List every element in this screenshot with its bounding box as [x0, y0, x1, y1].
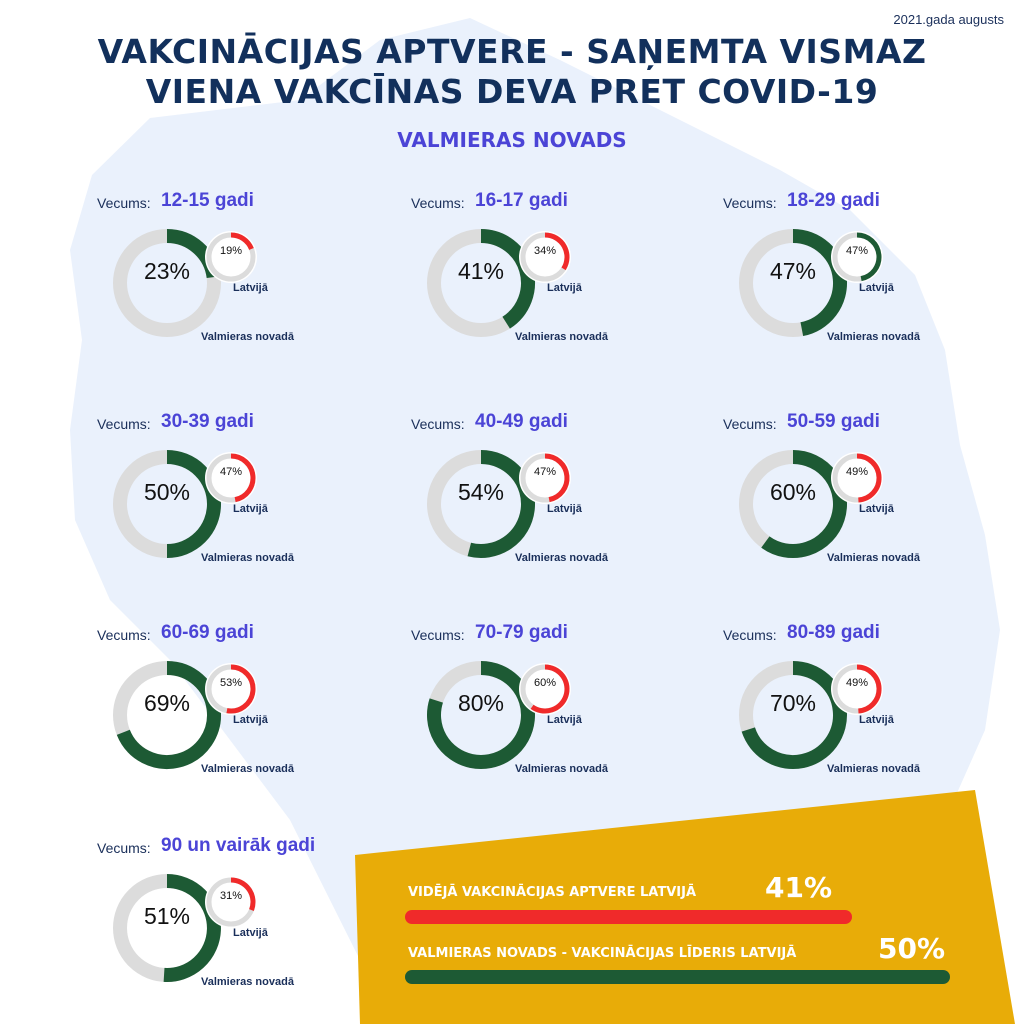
novads-series-label: Valmieras novadā	[515, 331, 608, 343]
latvija-series-label: Latvijā	[547, 503, 582, 515]
age-group-panel	[723, 622, 1024, 797]
latvija-percent-label: 49%	[845, 466, 869, 478]
novads-series-label: Valmieras novadā	[515, 763, 608, 775]
latvija-series-label: Latvijā	[233, 282, 268, 294]
vecums-label: Vecums:	[411, 195, 465, 211]
latvija-percent-label: 53%	[219, 677, 243, 689]
latvija-series-label: Latvijā	[859, 714, 894, 726]
age-group-label: 70-79 gadi	[475, 622, 568, 643]
novads-percent-label: 60%	[769, 479, 817, 505]
novads-percent-label: 47%	[769, 258, 817, 284]
vecums-label: Vecums:	[723, 627, 777, 643]
age-group-panel	[411, 411, 721, 586]
summary-box	[355, 790, 1015, 1024]
vecums-label: Vecums:	[97, 195, 151, 211]
latvija-percent-label: 31%	[219, 890, 243, 902]
novads-percent-label: 70%	[769, 690, 817, 716]
latvija-series-label: Latvijā	[233, 927, 268, 939]
age-group-panel	[97, 835, 407, 1010]
novads-percent-label: 51%	[143, 903, 191, 929]
summary-value-novads: 50%	[878, 932, 946, 965]
age-group-label: 80-89 gadi	[787, 622, 880, 643]
age-group-label: 60-69 gadi	[161, 622, 254, 643]
novads-series-label: Valmieras novadā	[827, 763, 920, 775]
age-group-label: 16-17 gadi	[475, 190, 568, 211]
novads-percent-label: 80%	[457, 690, 505, 716]
novads-series-label: Valmieras novadā	[515, 552, 608, 564]
latvija-series-label: Latvijā	[547, 714, 582, 726]
latvija-percent-label: 49%	[845, 677, 869, 689]
latvija-percent-label: 19%	[219, 245, 243, 257]
novads-series-label: Valmieras novadā	[827, 552, 920, 564]
latvija-percent-label: 47%	[845, 245, 869, 257]
age-group-panel	[723, 190, 1024, 365]
vecums-label: Vecums:	[723, 195, 777, 211]
age-group-label: 12-15 gadi	[161, 190, 254, 211]
vecums-label: Vecums:	[97, 627, 151, 643]
novads-percent-label: 50%	[143, 479, 191, 505]
age-group-panel	[411, 622, 721, 797]
summary-bar-latvija	[405, 910, 852, 924]
novads-percent-label: 69%	[143, 690, 191, 716]
summary-value-latvija: 41%	[765, 871, 833, 904]
vecums-label: Vecums:	[723, 416, 777, 432]
date-label: 2021.gada augusts	[893, 12, 1004, 27]
vecums-label: Vecums:	[97, 416, 151, 432]
latvija-series-label: Latvijā	[233, 714, 268, 726]
age-group-panel	[97, 411, 407, 586]
novads-percent-label: 54%	[457, 479, 505, 505]
latvija-series-label: Latvijā	[859, 282, 894, 294]
age-group-panel	[723, 411, 1024, 586]
vecums-label: Vecums:	[411, 627, 465, 643]
age-group-label: 40-49 gadi	[475, 411, 568, 432]
latvija-series-label: Latvijā	[547, 282, 582, 294]
novads-series-label: Valmieras novadā	[201, 331, 294, 343]
age-group-label: 30-39 gadi	[161, 411, 254, 432]
page-title-line2: VIENA VAKCĪNAS DEVA PRET COVID-19	[145, 72, 879, 111]
age-group-panel	[97, 190, 407, 365]
summary-label-novads: VALMIERAS NOVADS - VAKCINĀCIJAS LĪDERIS LATVIJĀ	[408, 946, 797, 961]
novads-series-label: Valmieras novadā	[827, 331, 920, 343]
novads-series-label: Valmieras novadā	[201, 976, 294, 988]
novads-percent-label: 41%	[457, 258, 505, 284]
latvija-percent-label: 47%	[533, 466, 557, 478]
page-title-line1: VAKCINĀCIJAS APTVERE - SAŅEMTA VISMAZ	[97, 32, 927, 71]
latvija-series-label: Latvijā	[233, 503, 268, 515]
novads-series-label: Valmieras novadā	[201, 552, 294, 564]
region-subtitle: VALMIERAS NOVADS	[397, 128, 627, 152]
novads-percent-label: 23%	[143, 258, 191, 284]
novads-series-label: Valmieras novadā	[201, 763, 294, 775]
age-group-panel	[97, 622, 407, 797]
age-group-label: 50-59 gadi	[787, 411, 880, 432]
latvija-series-label: Latvijā	[859, 503, 894, 515]
vecums-label: Vecums:	[97, 840, 151, 856]
age-group-label: 18-29 gadi	[787, 190, 880, 211]
latvija-percent-label: 47%	[219, 466, 243, 478]
summary-bar-novads	[405, 970, 950, 984]
latvija-percent-label: 34%	[533, 245, 557, 257]
latvija-percent-label: 60%	[533, 677, 557, 689]
age-group-label: 90 un vairāk gadi	[161, 835, 316, 856]
summary-label-latvija: VIDĒJĀ VAKCINĀCIJAS APTVERE LATVIJĀ	[408, 885, 697, 900]
vecums-label: Vecums:	[411, 416, 465, 432]
age-group-panel	[411, 190, 721, 365]
